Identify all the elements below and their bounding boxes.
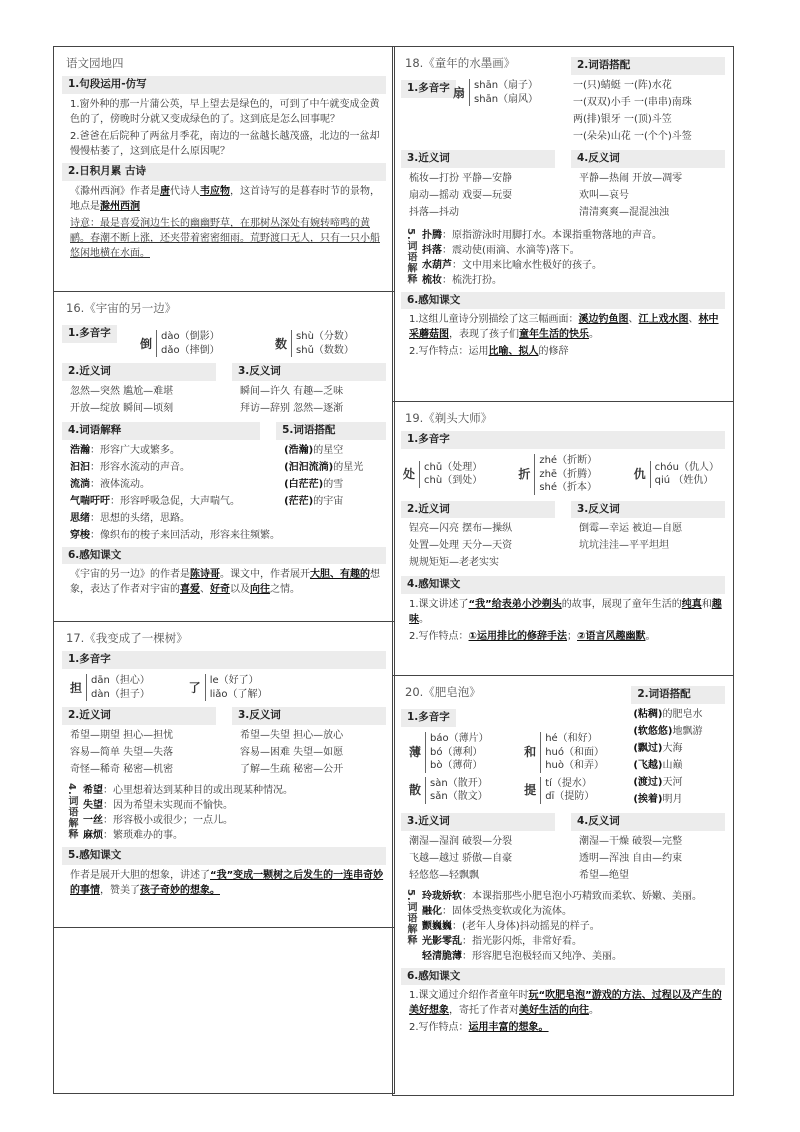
polyphone-row [387, 452, 733, 497]
heading: 4.反义词 [571, 150, 725, 168]
section-title: 16.《宇宙的另一边》 [66, 301, 177, 315]
antonym-line: 平静—热闹 开放—凋零 [579, 172, 683, 184]
polyphone: 扇 shān（扇子） shān（扇风） [453, 80, 539, 105]
heading: 5.词语搭配 [276, 422, 386, 440]
heading: 2.词语搭配 [631, 686, 725, 704]
explanation: 玲珑娇软：本课指那些小肥皂泡小巧精致而柔软、娇嫩、美丽。 [422, 890, 702, 902]
summary: 作者是展开大胆的想象，讲述了“我”变成一颗树之后发生的一连串奇妙的事情，赞美了孩子奇妙的想象。 [70, 869, 384, 896]
lesson-17-section [54, 621, 394, 928]
heading: 2.近义词 [62, 363, 216, 381]
heading: 6.感知课文 [401, 292, 725, 310]
explanation-block [64, 783, 386, 843]
summary: 1.课文讲述了“我”给表弟小沙剃头的故事，展现了童年生活的纯真和趣味。 [409, 599, 722, 625]
heading: 1.多音字 [401, 709, 456, 727]
explanation: 麻烦：繁琐难办的事。 [83, 829, 183, 841]
polyphone: 折 zhé（折断） zhē（折腾） shé（折本） [518, 455, 598, 493]
heading: 5.感知课文 [62, 847, 386, 865]
heading: 3.近义词 [401, 150, 555, 168]
collocation: (浩瀚)的星空 [284, 444, 344, 456]
synonym-line: 希望—期望 担心—担忧 [70, 729, 174, 741]
explanation: 失望：因为希望未实现而不愉快。 [83, 799, 233, 811]
synonym-line: 飞越—越过 骄傲—自豪 [409, 852, 513, 864]
explanation: 扑腾：原指游泳时用脚打水。本课指重物落地的声音。 [422, 229, 662, 241]
antonym-line: 欢叫—哀号 [579, 189, 629, 201]
summary: 2.写作特点：运用丰富的想象。 [409, 1022, 549, 1034]
antonym-line: 瞬间—许久 有趣—乏味 [240, 385, 344, 397]
polyphone: 薄 báo（薄片） bó（薄利） bò（薄荷） [409, 733, 489, 771]
yuwen-yuandi-section [54, 47, 394, 291]
explanation-label: 5.词语解释 [405, 227, 416, 285]
section-title: 18.《童年的水墨画》 [405, 56, 516, 70]
antonym-line: 容易—困难 失望—如愿 [240, 746, 344, 758]
explanation-block [403, 228, 725, 288]
explanation: 希望：心里想着达到某种目的或出现某种情况。 [83, 784, 293, 796]
polyphone-row [54, 672, 394, 703]
synonym-line: 轻悠悠—轻飘飘 [409, 869, 479, 881]
polyphone-row [393, 730, 623, 775]
paragraph: 2.爸爸在后院种了两盆月季花，南边的一盆越长越茂盛，北边的一盆却慢慢枯萎了，这到底是什么原因呢？ [70, 131, 380, 157]
explanation: 水葫芦：文中用来比喻水性极好的孩子。 [422, 259, 602, 271]
section-title: 19.《剃头大师》 [405, 411, 493, 425]
section-title: 语文园地四 [66, 56, 124, 70]
lesson-18-section [393, 47, 733, 397]
antonym-line: 透明—浑浊 自由—约束 [579, 852, 683, 864]
explanation: 汩汩：形容水流动的声音。 [70, 461, 190, 473]
polyphone: 担 dān（担心） dàn（担子） [70, 675, 150, 700]
lesson-20-section [393, 675, 733, 1096]
antonym-line: 希望—绝望 [579, 869, 629, 881]
polyphone: 散 sàn（散开） sǎn（散文） [409, 777, 488, 802]
explanation-block [403, 889, 725, 964]
explanation: 梳妆：梳洗打扮。 [422, 274, 502, 286]
collocation: (飞越)山巅 [633, 759, 683, 771]
heading: 6.感知课文 [62, 547, 386, 565]
heading: 1.多音字 [401, 431, 725, 449]
synonym-line: 锃亮—闪亮 摆布—操纵 [409, 523, 513, 535]
heading: 6.感知课文 [401, 968, 725, 986]
collocation: (飘过)大海 [633, 742, 683, 754]
antonym-line: 倒霉—幸运 被迫—自愿 [579, 523, 683, 535]
polyphone: 了 le（好了） liǎo（了解） [188, 675, 268, 700]
heading: 2.词语搭配 [571, 57, 725, 75]
explanation: 轻清脆薄：形容肥皂泡极轻而又纯净、美丽。 [422, 950, 622, 962]
antonym-line: 了解—生疏 秘密—公开 [240, 763, 344, 775]
heading: 3.反义词 [571, 501, 725, 519]
section-title: 17.《我变成了一棵树》 [66, 631, 188, 645]
heading: 2.近义词 [62, 707, 216, 725]
summary: 《宇宙的另一边》的作者是陈诗哥。课文中，作者展开大胆、有趣的想象，表达了作者对宇宙的喜爱、好奇以及向往之情。 [70, 569, 380, 596]
summary: 2.写作特点：运用比喻、拟人的修辞 [409, 346, 569, 358]
summary: 1.课文通过介绍作者童年时玩“吹肥皂泡”游戏的方法、过程以及产生的美好想象，寄托了作者对美好生活的向往。 [409, 990, 722, 1017]
heading: 1.多音字 [401, 80, 456, 98]
heading: 4.感知课文 [401, 576, 725, 594]
synonym-line: 梳妆—打扮 平静—安静 [409, 172, 513, 184]
poem-intro: 《滁州西涧》作者是唐代诗人韦应物，这首诗写的是暮春时节的景物，地点是滁州西涧 [70, 185, 380, 212]
synonym-line: 潮湿—湿润 破裂—分裂 [409, 835, 513, 847]
explanation: 穿梭：像织布的梭子来回活动，形容来往频繁。 [70, 529, 280, 541]
paragraph: 1.窗外种的那一片蒲公英，早上望去是绿色的，可到了中午就变成金黄色的了，傍晚时分就又变成绿色的了。这到底是怎么回事呢？ [70, 99, 380, 125]
heading: 3.近义词 [401, 813, 555, 831]
synonym-line: 规规矩矩—老老实实 [409, 557, 499, 569]
collocation: (软悠悠)地飘游 [633, 725, 703, 737]
summary: 2.写作特点：①运用排比的修辞手法；②语言风趣幽默。 [409, 631, 656, 642]
heading: 1.多音字 [62, 325, 117, 343]
heading: 2.近义词 [401, 501, 555, 519]
heading: 4.反义词 [571, 813, 725, 831]
polyphone: 数 shù（分数） shǔ（数数） [275, 331, 354, 356]
synonym-line: 处置—处理 天分—天资 [409, 540, 513, 552]
explanation-label: 4.词语解释 [66, 782, 77, 840]
synonym-line: 扇动—摇动 戏耍—玩耍 [409, 189, 513, 201]
polyphone-row [393, 775, 623, 806]
explanation: 颤巍巍：(老年人身体)抖动摇晃的样子。 [422, 920, 600, 932]
poem-meaning: 诗意：最是喜爱涧边生长的幽幽野草，在那树丛深处有婉转啼鸣的黄鹂。春潮不断上涨，还夹带着密密细雨。荒野渡口无人，只有一只小船悠闲地横在水面。 [70, 217, 380, 259]
explanation: 流淌：液体流动。 [70, 478, 150, 490]
heading: 3.反义词 [232, 363, 386, 381]
antonym-line: 潮湿—干燥 破裂—完整 [579, 835, 683, 847]
synonym-line: 抖落—抖动 [409, 206, 459, 218]
empty-section [54, 927, 394, 1094]
collocation: (挨着)明月 [633, 793, 683, 805]
collocation: (汩汩流淌)的星光 [284, 461, 364, 473]
antonym-line: 坑坑洼洼—平平坦坦 [579, 540, 669, 552]
left-column [53, 46, 395, 1094]
antonym-line: 拜访—辞别 忽然—逐渐 [240, 402, 344, 414]
synonym-line: 奇怪—稀奇 秘密—机密 [70, 763, 174, 775]
collocation-line: 一(只)蜻蜓 一(阵)水花 [573, 79, 672, 91]
polyphone: 倒 dào（倒影） dǎo（摔倒） [140, 331, 220, 356]
explanation: 融化：固体受热变软或化为流体。 [422, 905, 572, 917]
collocation-line: 两(排)银牙 一(顶)斗笠 [573, 113, 672, 125]
synonym-line: 开放—绽放 瞬间—顷刻 [70, 402, 174, 414]
explanation: 光影零乱：指光影闪烁，非常好看。 [422, 935, 582, 947]
antonym-line: 清清爽爽—混混浊浊 [579, 206, 669, 218]
synonym-line: 容易—简单 失望—失落 [70, 746, 174, 758]
collocation: (白茫茫)的雪 [284, 478, 344, 490]
antonym-line: 希望—失望 担心—放心 [240, 729, 344, 741]
collocation-line: 一(双双)小手 一(串串)南珠 [573, 96, 692, 108]
explanation: 气喘吁吁：形容呼吸急促，大声喘气。 [70, 495, 240, 507]
synonym-line: 忽然—突然 尴尬—难堪 [70, 385, 174, 397]
heading: 2.日积月累 古诗 [62, 163, 386, 181]
explanation: 一丝：形容极小或很少；一点儿。 [83, 814, 233, 826]
collocation-line: 一(朵朵)山花 一(个个)斗签 [573, 130, 692, 142]
heading: 3.反义词 [232, 707, 386, 725]
heading: 1.多音字 [62, 651, 386, 669]
section-title: 20.《肥皂泡》 [405, 685, 481, 699]
polyphone: 处 chǔ（处理） chù（到处） [403, 461, 483, 487]
polyphone: 仇 chóu（仇人） qiú （姓仇） [633, 461, 719, 487]
explanation-label: 5.词语解释 [405, 888, 416, 946]
heading: 4.词语解释 [62, 422, 260, 440]
explanation: 思绪：思想的头绪，思路。 [70, 512, 190, 524]
heading: 1.句段运用-仿写 [62, 76, 386, 94]
collocation: (茫茫)的宇宙 [284, 495, 344, 507]
polyphone: 和 hé（和好） huó（和面） huò（和弄） [524, 733, 604, 771]
right-column [392, 46, 734, 1096]
polyphone: 提 tí（提水） dī（提防） [524, 777, 595, 802]
explanation: 抖落：震动使(雨滴、水滴等)落下。 [422, 244, 580, 256]
explanation: 浩瀚：形容广大或繁多。 [70, 444, 180, 456]
lesson-19-section [393, 401, 733, 676]
collocation: (渡过)天河 [633, 776, 683, 788]
collocation: (粘稠)的肥皂水 [633, 708, 703, 720]
summary: 1.这组儿童诗分别描绘了这三幅画面：溪边钓鱼图、江上戏水图、林中采蘑菇图，表现了孩子们童年生活的快乐。 [409, 314, 719, 341]
lesson-16-section [54, 291, 394, 622]
